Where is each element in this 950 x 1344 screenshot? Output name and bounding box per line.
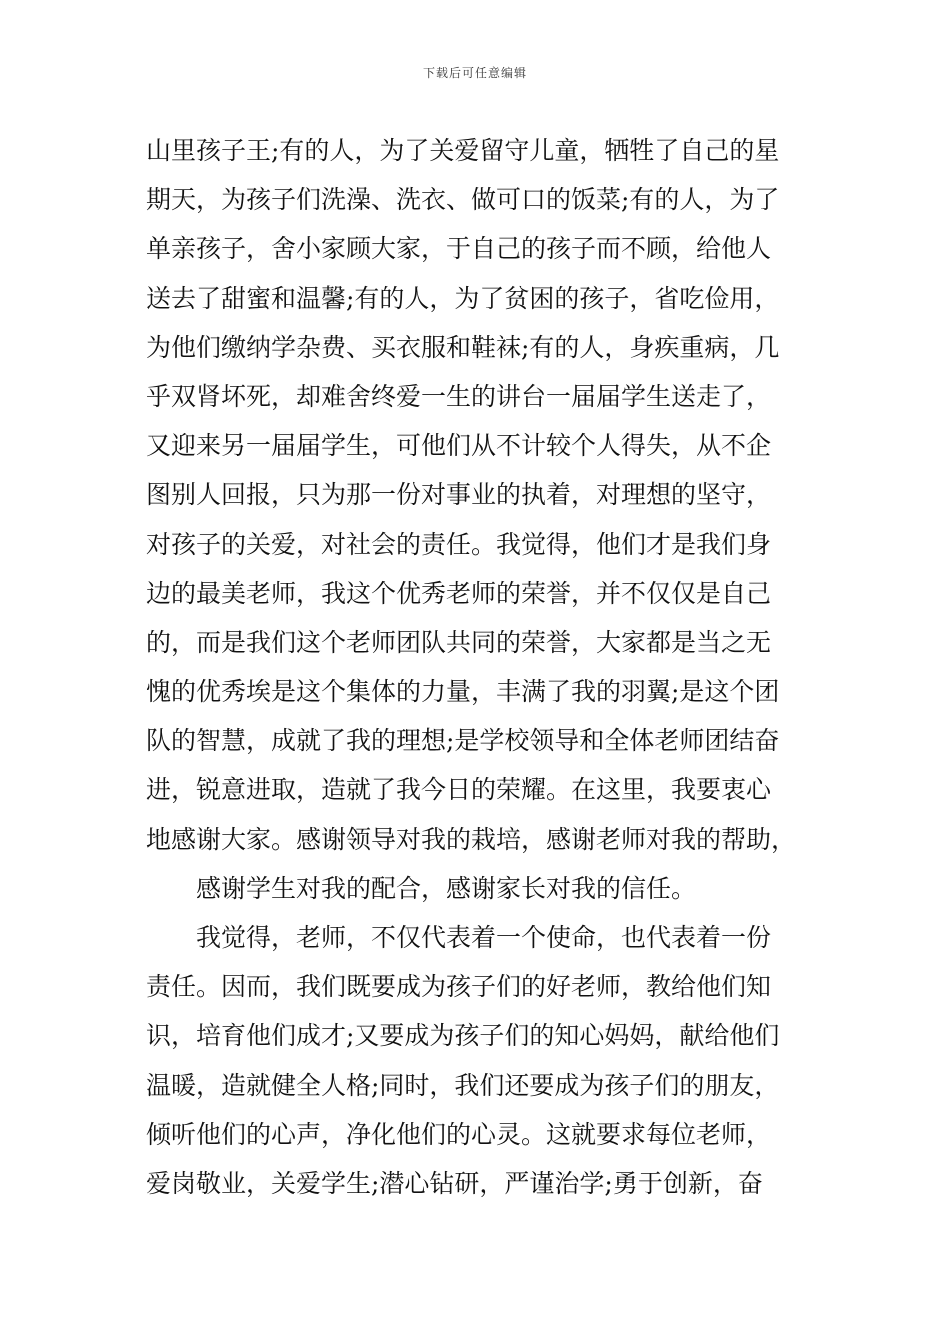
text-line: 送去了甜蜜和温馨;有的人，为了贫困的孩子，省吃俭用， [146,283,780,313]
text-line: 图别人回报，只为那一份对事业的执着，对理想的坚守， [146,480,772,510]
text-line: 温暖，造就健全人格;同时，我们还要成为孩子们的朋友， [146,1070,780,1100]
page-header-note: 下载后可任意编辑 [422,66,527,80]
text-line: 责任。因而，我们既要成为孩子们的好老师，教给他们知 [146,972,772,1002]
text-line: 为他们缴纳学杂费、买衣服和鞋袜;有的人，身疾重病，几 [146,332,780,362]
text-line: 期天，为孩子们洗澡、洗衣、做可口的饭菜;有的人，为了 [146,185,780,215]
text-line: 爱岗敬业，关爱学生;潜心钻研，严谨治学;勇于创新，奋 [146,1168,763,1198]
document-body [146,126,812,1208]
text-line: 队的智慧，成就了我的理想;是学校领导和全体老师团结奋 [146,726,780,756]
text-line: 识，培育他们成才;又要成为孩子们的知心妈妈，献给他们 [146,1021,780,1051]
text-line: 进，锐意进取，造就了我今日的荣耀。在这里，我要衷心 [146,775,772,805]
text-line: 愧的优秀埃是这个集体的力量，丰满了我的羽翼;是这个团 [146,677,780,707]
text-line: 边的最美老师，我这个优秀老师的荣誉，并不仅仅是自己 [146,578,772,608]
text-line: 单亲孩子，舍小家顾大家，于自己的孩子而不顾，给他人 [146,234,772,264]
text-line: 对孩子的关爱，对社会的责任。我觉得，他们才是我们身 [146,529,772,559]
text-line: 乎双肾坏死，却难舍终爱一生的讲台一届届学生送走了， [146,381,772,411]
text-line: 地感谢大家。感谢领导对我的栽培，感谢老师对我的帮助， [146,824,797,854]
text-line: 又迎来另一届届学生，可他们从不计较个人得失，从不企 [146,431,772,461]
paragraph-first-line: 感谢学生对我的配合，感谢家长对我的信任。 [196,873,697,903]
paragraph-first-line: 我觉得，老师，不仅代表着一个使命，也代表着一份 [196,923,772,952]
text-line: 倾听他们的心声，净化他们的心灵。这就要求每位老师， [146,1119,772,1149]
text-line: 山里孩子王;有的人，为了关爱留守儿童，牺牲了自己的星 [146,136,780,165]
text-line: 的，而是我们这个老师团队共同的荣誉，大家都是当之无 [146,627,772,657]
